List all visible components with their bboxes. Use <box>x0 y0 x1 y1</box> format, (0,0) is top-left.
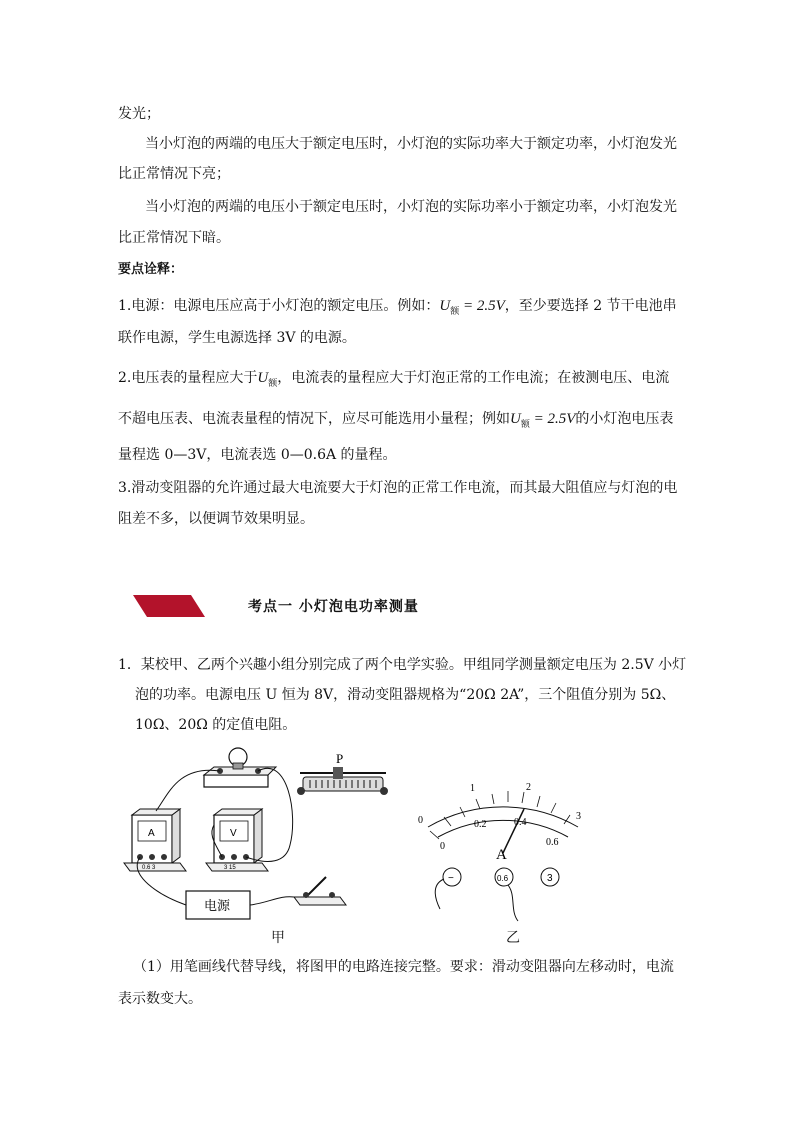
power-supply-icon <box>186 891 250 919</box>
question-line: 10Ω、20Ω 的定值电阻。 <box>135 717 297 733</box>
notes-title: 要点诠释： <box>118 262 184 277</box>
paragraph-line: 发光； <box>118 106 160 122</box>
section-heading: 考点一 小灯泡电功率测量 <box>248 599 419 615</box>
note-2-line-a: 2.电压表的量程应大于$U_额$，电流表的量程应大于灯泡正常的工作电流；在被测电压、电流 <box>118 370 670 388</box>
dial-top-0: 0 <box>418 815 423 826</box>
dial-top-1: 1 <box>470 783 475 794</box>
figure-label-yi: 乙 <box>506 930 520 946</box>
terminal-0-6: 0.6 <box>497 874 509 883</box>
paragraph-line: 比正常情况下暗。 <box>118 230 230 246</box>
dial-unit: A <box>496 847 507 863</box>
voltmeter-icon <box>206 809 268 871</box>
note-1-line-b: 联作电源，学生电源选择 3V 的电源。 <box>118 330 356 346</box>
ammeter-dial <box>418 782 581 863</box>
note-1-line-a: 1.电源：电源电压应高于小灯泡的额定电压。例如：$U_额 = 2.5V$，至少要选择 2 节干电池串 <box>118 298 677 316</box>
dial-bottom-1: 0.2 <box>474 819 487 830</box>
paragraph-line: 当小灯泡的两端的电压小于额定电压时，小灯泡的实际功率小于额定功率，小灯泡发光 <box>145 199 677 215</box>
voltmeter-terminal-labels: 3 15 <box>224 865 236 871</box>
dial-bottom-3: 0.6 <box>546 837 559 848</box>
note-3-line-b: 阻差不多，以便调节效果明显。 <box>118 511 314 527</box>
terminal-3: 3 <box>547 873 553 884</box>
switch-icon <box>294 877 346 905</box>
note-3-line-a: 3.滑动变阻器的允许通过最大电流要大于灯泡的正常工作电流，而其最大阻值应与灯泡的电 <box>118 480 678 496</box>
lamp-icon <box>204 748 276 787</box>
voltmeter-symbol: V <box>230 828 237 839</box>
dial-bottom-0: 0 <box>440 841 445 852</box>
ammeter-icon <box>124 809 186 871</box>
note-2-line-c: 量程选 0—3V，电流表选 0—0.6A 的量程。 <box>118 447 397 463</box>
sub-question-line: （1）用笔画线代替导线，将图甲的电路连接完整。要求：滑动变阻器向左移动时，电流 <box>133 959 674 975</box>
dial-bottom-2: 0.4 <box>514 817 527 828</box>
terminal-negative: − <box>448 873 454 884</box>
dial-terminals <box>435 868 559 921</box>
power-supply-label: 电源 <box>204 899 231 914</box>
sub-question-line: 表示数变大。 <box>118 991 202 1007</box>
dial-top-3: 3 <box>576 811 581 822</box>
slider-p-label: P <box>336 751 344 766</box>
figure-label-jia: 甲 <box>271 930 285 946</box>
note-2-line-b: 不超电压表、电流表量程的情况下，应尽可能选用小量程；例如$U_额 = 2.5V$的小灯泡电压表 <box>118 411 674 429</box>
question-line: 泡的功率。电源电压 U 恒为 8V，滑动变阻器规格为“20Ω 2A”，三个阻值分别为 5Ω、 <box>135 687 676 703</box>
dial-top-2: 2 <box>526 782 531 793</box>
ammeter-terminal-labels: 0.6 3 <box>142 865 156 871</box>
ammeter-symbol: A <box>148 828 155 839</box>
section-heading-bar <box>133 595 205 617</box>
question-line: 1．某校甲、乙两个兴趣小组分别完成了两个电学实验。甲组同学测量额定电压为 2.5V 小灯 <box>118 657 687 673</box>
rheostat-icon <box>297 767 388 795</box>
paragraph-line: 比正常情况下亮； <box>118 166 230 182</box>
circuit-figure <box>118 745 598 945</box>
paragraph-line: 当小灯泡的两端的电压大于额定电压时，小灯泡的实际功率大于额定功率，小灯泡发光 <box>145 136 677 152</box>
